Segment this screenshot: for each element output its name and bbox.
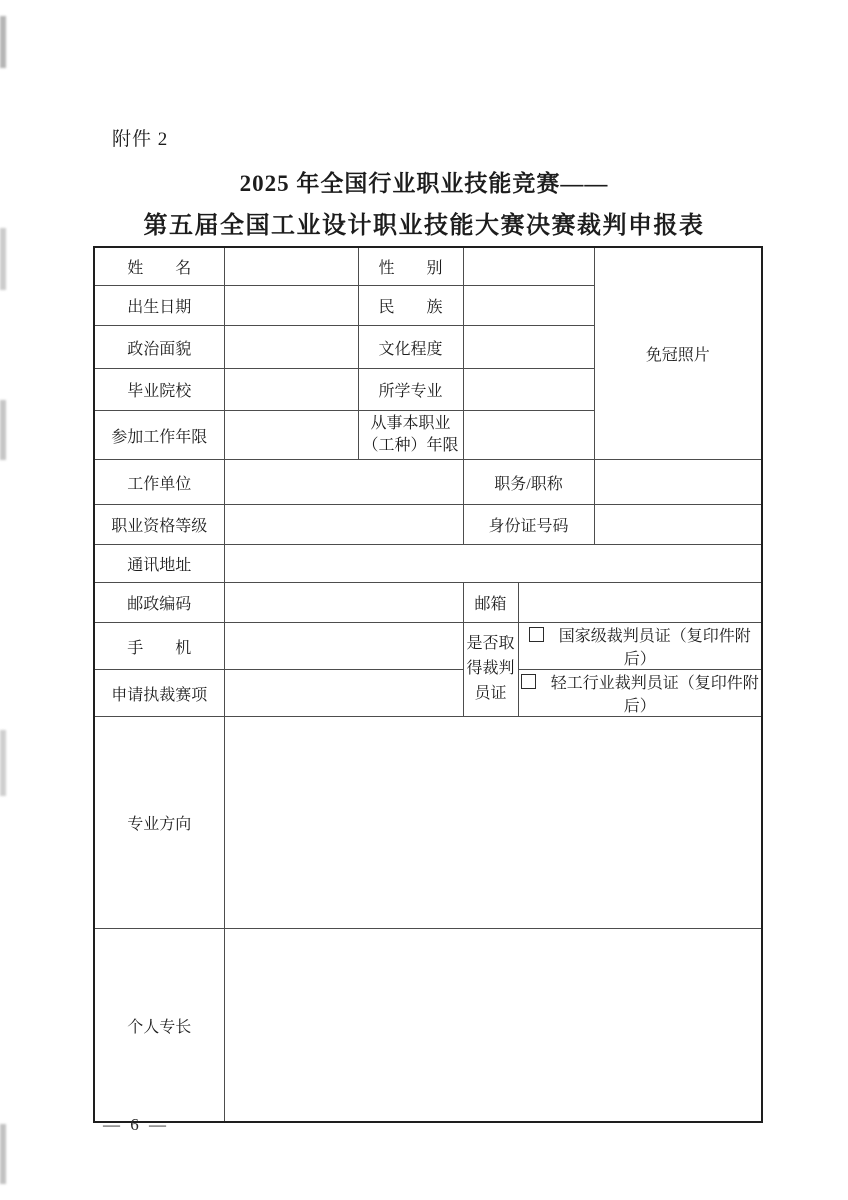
- cert-option-national: [518, 623, 762, 670]
- field-ethnicity-value: [463, 286, 594, 326]
- scan-artifact: [0, 16, 6, 68]
- field-work-years-value: [224, 411, 358, 460]
- field-qualification-level-value: [224, 505, 463, 545]
- label-specialty-direction: 专业方向: [94, 717, 224, 929]
- label-email: 邮箱: [463, 583, 518, 623]
- document-title-line1: 2025 年全国行业职业技能竞赛——: [239, 171, 609, 196]
- label-birth-date: 出生日期: [94, 286, 224, 326]
- field-mobile-value: [224, 623, 463, 670]
- row-personal-strength: [94, 929, 762, 1123]
- document-title-line2: 第五届全国工业设计职业技能大赛决赛裁判申报表: [143, 213, 705, 239]
- field-political-status-value: [224, 326, 358, 369]
- page-number: — 6 —: [103, 1115, 169, 1134]
- row-name-gender: [94, 247, 762, 286]
- label-ethnicity: 民 族: [358, 286, 463, 326]
- scan-artifact: [0, 730, 6, 796]
- judge-application-form: [93, 246, 763, 1123]
- attachment-label: 附件 2: [112, 129, 169, 150]
- field-occupation-years-value: [463, 411, 594, 460]
- label-occupation-years: [358, 411, 463, 460]
- label-id-number: 身份证号码: [463, 505, 594, 545]
- scan-artifact: [0, 400, 6, 460]
- label-qualification-level: 职业资格等级: [94, 505, 224, 545]
- row-mobile-cert: [94, 623, 762, 670]
- photo-box: 免冠照片: [594, 247, 762, 460]
- label-cert-question: 是否取得裁判员证: [463, 623, 518, 717]
- label-mobile: 手 机: [94, 623, 224, 670]
- field-gender-value: [463, 247, 594, 286]
- label-major: 所学专业: [358, 369, 463, 411]
- label-mailing-address: 通讯地址: [94, 545, 224, 583]
- row-event-cert: [94, 670, 762, 717]
- cert-option-national-label: 国家级裁判员证（复印件附后）: [558, 628, 751, 668]
- label-occupation-years-line1: 从事本职业: [370, 415, 451, 433]
- label-event: 申请执裁赛项: [94, 670, 224, 717]
- label-occupation-years-line2: （工种）年限: [362, 437, 459, 454]
- checkbox-national-cert-icon: [529, 627, 544, 642]
- checkbox-industry-cert-icon: [521, 674, 536, 689]
- label-work-years: 参加工作年限: [94, 411, 224, 460]
- field-event-value: [224, 670, 463, 717]
- field-mailing-address-value: [224, 545, 762, 583]
- row-qualification-id: [94, 505, 762, 545]
- label-name: 姓 名: [94, 247, 224, 286]
- row-employer-position: [94, 460, 762, 505]
- field-education-level-value: [463, 326, 594, 369]
- label-gender: 性 别: [358, 247, 463, 286]
- label-position-title: 职务/职称: [463, 460, 594, 505]
- field-graduate-school-value: [224, 369, 358, 411]
- field-name-value: [224, 247, 358, 286]
- label-graduate-school: 毕业院校: [94, 369, 224, 411]
- row-address: [94, 545, 762, 583]
- cert-option-industry-label: 轻工行业裁判员证（复印件附后）: [550, 675, 759, 715]
- field-id-number-value: [594, 505, 762, 545]
- row-specialty: [94, 717, 762, 929]
- field-employer-value: [224, 460, 463, 505]
- field-position-title-value: [594, 460, 762, 505]
- label-personal-strength: 个人专长: [94, 929, 224, 1123]
- scan-artifact: [0, 1124, 6, 1184]
- label-political-status: 政治面貌: [94, 326, 224, 369]
- field-postcode-value: [224, 583, 463, 623]
- field-email-value: [518, 583, 762, 623]
- row-postcode-email: [94, 583, 762, 623]
- field-birth-date-value: [224, 286, 358, 326]
- field-specialty-direction-value: [224, 717, 762, 929]
- field-major-value: [463, 369, 594, 411]
- label-employer: 工作单位: [94, 460, 224, 505]
- cert-option-industry: [518, 670, 762, 717]
- field-personal-strength-value: [224, 929, 762, 1123]
- label-postcode: 邮政编码: [94, 583, 224, 623]
- label-education-level: 文化程度: [358, 326, 463, 369]
